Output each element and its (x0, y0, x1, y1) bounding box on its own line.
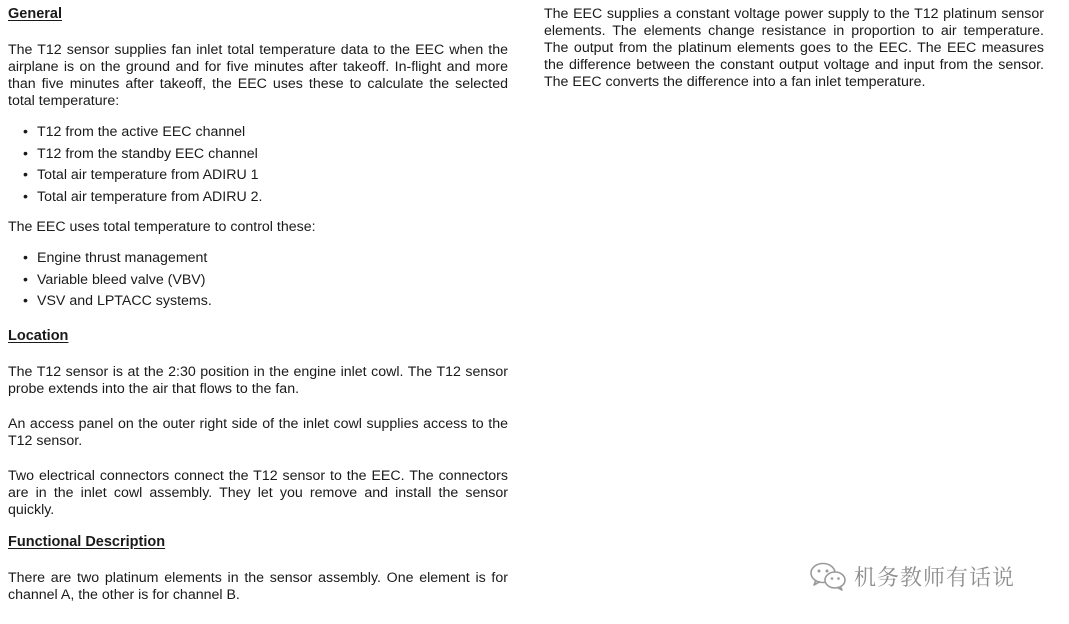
bullet-icon: • (23, 145, 28, 162)
section-heading-general: General (8, 6, 62, 22)
list-item: • VSV and LPTACC systems. (8, 291, 508, 313)
functional-paragraph: There are two platinum elements in the sensor assembly. One element is for channel A, the other is for channel B. (8, 569, 508, 603)
list-item: • Total air temperature from ADIRU 2. (8, 187, 508, 209)
bullet-icon: • (23, 271, 28, 288)
uses-intro-paragraph: The EEC uses total temperature to control these: (8, 219, 316, 235)
temperature-uses-list (8, 248, 508, 313)
list-item: • Variable bleed valve (VBV) (8, 270, 508, 292)
bullet-icon: • (23, 250, 28, 266)
general-intro-paragraph: The T12 sensor supplies fan inlet total temperature data to the EEC when the airplane is on the ground and for five minutes after takeoff. In-flight and more than five minutes after takeoff, the EEC uses these to calculate the selected total temperature: (8, 42, 508, 109)
location-paragraph-2: An access panel on the outer right side of the inlet cowl supplies access to the T12 sensor. (8, 415, 508, 449)
location-paragraph-1: The T12 sensor is at the 2:30 position in the engine inlet cowl. The T12 sensor probe extends into the air that flows to the fan. (8, 363, 508, 397)
bullet-icon: • (23, 124, 28, 140)
location-paragraph-3: Two electrical connectors connect the T12 sensor to the EEC. The connectors are in the inlet cowl assembly. They let you remove and install the sensor quickly. (8, 467, 508, 518)
list-item: • T12 from the active EEC channel (8, 122, 508, 144)
list-item: • Engine thrust management (8, 248, 508, 270)
list-item: • Total air temperature from ADIRU 1 (8, 165, 508, 187)
watermark (808, 560, 1015, 592)
left-column (8, 6, 508, 604)
temperature-sources-list (8, 122, 508, 208)
wechat-icon (808, 561, 848, 591)
bullet-icon: • (23, 293, 28, 309)
section-heading-functional-description: Functional Description (8, 533, 166, 550)
section-heading-location: Location (8, 327, 69, 344)
list-item: • T12 from the standby EEC channel (8, 144, 508, 166)
right-column (544, 6, 1044, 91)
eec-description-paragraph: The EEC supplies a constant voltage power supply to the T12 platinum sensor elements. The elements change resistance in proportion to air temperature. The output from the platinum elements goes to the EEC. The EEC measures the difference between the constant output voltage and input from the sensor. The EEC converts the difference into a fan inlet temperature. (544, 6, 1044, 90)
watermark-text: 机务教师有话说 (854, 565, 1016, 591)
bullet-icon: • (23, 167, 28, 183)
bullet-icon: • (23, 188, 28, 205)
